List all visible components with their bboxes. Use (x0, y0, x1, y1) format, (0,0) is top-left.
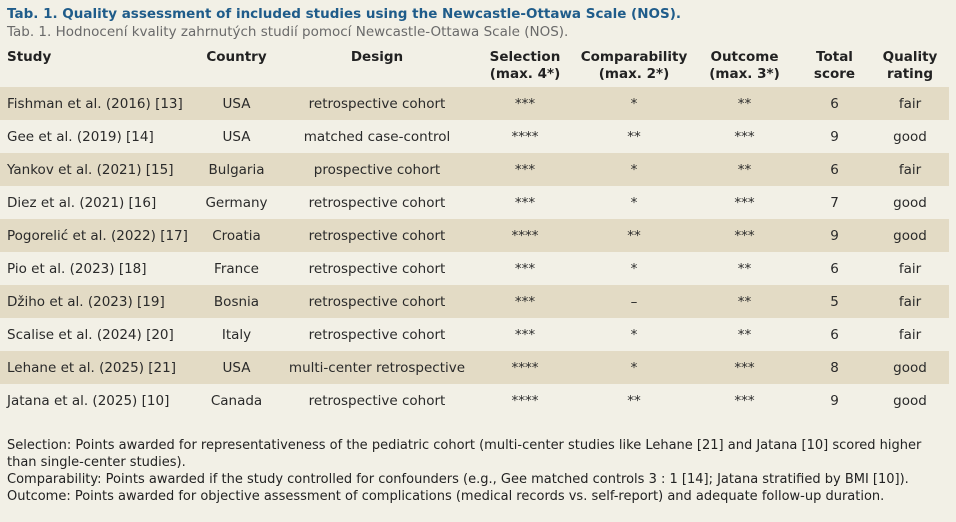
cell-selection: *** (473, 285, 577, 318)
cell-design: matched case-control (303, 128, 451, 145)
cell-total: 6 (830, 260, 839, 277)
cell-quality: good (893, 392, 927, 409)
cell-total: 8 (798, 351, 871, 384)
cell-comparability: * (630, 326, 638, 343)
cell-outcome: *** (691, 351, 798, 384)
cell-comparability: * (577, 351, 691, 384)
table-container (7, 6, 949, 417)
cell-outcome: ** (737, 260, 752, 277)
cell-study: Džiho et al. (2023) [19] (0, 285, 192, 318)
header-comparability: Comparability (max. 2*) (580, 49, 688, 82)
cell-selection: *** (514, 326, 536, 343)
cell-study: Yankov et al. (2021) [15] (0, 153, 192, 186)
cell-total: 9 (830, 392, 839, 409)
cell-design: prospective cohort (281, 153, 473, 186)
header-quality-rating: Quality rating (882, 49, 938, 82)
cell-selection: *** (514, 260, 536, 277)
table-row (0, 120, 949, 153)
header-design: Design (350, 49, 404, 65)
cell-comparability: – (577, 285, 691, 318)
cell-total: 6 (798, 153, 871, 186)
header-study: Study (7, 49, 52, 65)
table-row (0, 87, 949, 120)
cell-total: 6 (830, 326, 839, 343)
table-row (0, 252, 949, 285)
table-row (0, 186, 949, 219)
cell-total: 6 (798, 87, 871, 120)
cell-country: Germany (205, 194, 268, 211)
cell-country: USA (192, 351, 281, 384)
cell-quality: fair (871, 285, 949, 318)
cell-design: retrospective cohort (308, 392, 446, 409)
header-selection: Selection (max. 4*) (489, 49, 561, 82)
table-row (0, 219, 949, 252)
cell-quality: good (871, 351, 949, 384)
cell-study: Lehane et al. (2025) [21] (0, 351, 192, 384)
cell-quality: fair (898, 260, 922, 277)
cell-selection: **** (473, 219, 577, 252)
cell-quality: good (871, 219, 949, 252)
header-country: Country (206, 49, 267, 65)
cell-country: France (214, 260, 259, 277)
note-outcome: Outcome: Points awarded for objective assessment of complications (medical records vs. self-report) and adequate follow-up duration. (7, 489, 885, 504)
cell-quality: good (893, 128, 927, 145)
cell-total: 9 (798, 219, 871, 252)
cell-total: 5 (798, 285, 871, 318)
cell-country: Canada (210, 392, 263, 409)
cell-study: Gee et al. (2019) [14] (7, 128, 154, 145)
table-row (0, 318, 949, 351)
nos-quality-table (0, 47, 949, 417)
cell-design: retrospective cohort (308, 260, 446, 277)
table-title: Tab. 1. Quality assessment of included studies using the Newcastle-Ottawa Scale (NOS). (7, 6, 682, 22)
cell-study: Scalise et al. (2024) [20] (7, 326, 174, 343)
table-row (0, 285, 949, 318)
cell-study: Fishman et al. (2016) [13] (0, 87, 192, 120)
cell-outcome: *** (734, 194, 755, 211)
cell-country: USA (222, 128, 251, 145)
table-subtitle: Tab. 1. Hodnocení kvality zahrnutých studií pomocí Newcastle-Ottawa Scale (NOS). (7, 24, 569, 40)
table-row (0, 384, 949, 417)
cell-quality: fair (898, 326, 922, 343)
cell-design: multi-center retrospective (281, 351, 473, 384)
cell-quality: fair (871, 87, 949, 120)
cell-outcome: *** (691, 219, 798, 252)
header-outcome: Outcome (max. 3*) (709, 49, 780, 82)
cell-comparability: ** (627, 392, 641, 409)
cell-design: retrospective cohort (308, 326, 446, 343)
cell-country: Croatia (192, 219, 281, 252)
cell-selection: **** (473, 351, 577, 384)
cell-comparability: ** (627, 128, 641, 145)
cell-outcome: ** (737, 326, 752, 343)
cell-total: 9 (830, 128, 839, 145)
cell-design: retrospective cohort (281, 87, 473, 120)
cell-country: USA (192, 87, 281, 120)
note-comparability: Comparability: Points awarded if the study controlled for confounders (e.g., Gee matched controls 3 : 1 [14]; Jatana stratified by BMI [10]). (7, 472, 909, 487)
cell-comparability: * (630, 260, 638, 277)
cell-study: Jatana et al. (2025) [10] (7, 392, 170, 409)
table-notes (7, 437, 947, 505)
cell-comparability: * (577, 87, 691, 120)
cell-design: retrospective cohort (281, 285, 473, 318)
cell-country: Bosnia (192, 285, 281, 318)
header-total-score: Total score (813, 49, 856, 82)
note-selection: Selection: Points awarded for representativeness of the pediatric cohort (multi-center studies like Lehane [21] and Jatana [10] scored higher than single-center studies). (7, 438, 922, 470)
table-row (0, 153, 949, 186)
cell-outcome: ** (691, 87, 798, 120)
cell-selection: **** (511, 128, 539, 145)
cell-comparability: * (577, 153, 691, 186)
cell-total: 7 (830, 194, 839, 211)
cell-selection: *** (473, 153, 577, 186)
header-row (0, 47, 949, 87)
cell-study: Pogorelić et al. (2022) [17] (0, 219, 192, 252)
cell-study: Pio et al. (2023) [18] (7, 260, 147, 277)
table-row (0, 351, 949, 384)
cell-country: Italy (221, 326, 252, 343)
cell-comparability: ** (577, 219, 691, 252)
cell-quality: fair (871, 153, 949, 186)
cell-design: retrospective cohort (281, 219, 473, 252)
cell-selection: **** (511, 392, 539, 409)
cell-outcome: ** (691, 285, 798, 318)
cell-outcome: *** (734, 392, 755, 409)
cell-comparability: * (630, 194, 638, 211)
cell-quality: good (893, 194, 927, 211)
cell-design: retrospective cohort (308, 194, 446, 211)
cell-outcome: *** (734, 128, 755, 145)
cell-selection: *** (514, 194, 536, 211)
cell-study: Diez et al. (2021) [16] (7, 194, 157, 211)
cell-outcome: ** (691, 153, 798, 186)
cell-selection: *** (473, 87, 577, 120)
cell-country: Bulgaria (192, 153, 281, 186)
